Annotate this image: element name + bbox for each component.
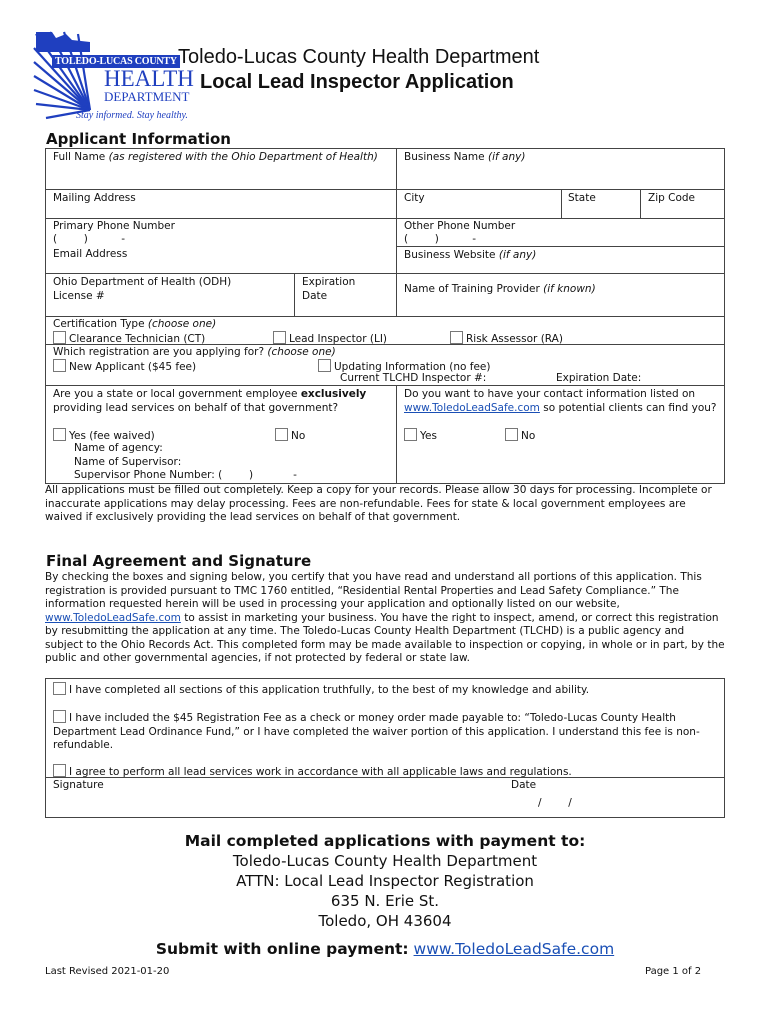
check-1-text: I have completed all sections of this application truthfully, to the best of my knowledge and ability. — [69, 684, 590, 696]
checkbox[interactable] — [53, 682, 66, 695]
section-title-applicant: Applicant Information — [46, 130, 231, 148]
cert-option-label: Risk Assessor (RA) — [466, 333, 563, 345]
business-name-field[interactable] — [404, 151, 525, 165]
logo-tagline: Stay informed. Stay healthy. — [76, 110, 188, 121]
city-field[interactable]: City — [404, 192, 425, 204]
registration-new-applicant[interactable] — [53, 359, 196, 375]
online-payment-label: Submit with online payment: — [155, 940, 409, 958]
expiration-label-1: Expiration — [302, 276, 356, 288]
processing-notice: All applications must be filled out completely. Keep a copy for your records. Please allow 30 days for processing. Incomplete or inaccurate applications may delay processing. Fees are non-refundable. Fees for state & local government employees are waived if exclusively providing the lead services on behalf of that government. — [45, 484, 712, 523]
section-title-agreement: Final Agreement and Signature — [46, 552, 312, 570]
listing-question-on: on — [682, 388, 696, 400]
checkbox[interactable] — [404, 428, 417, 441]
logo-org-banner: TOLEDO-LUCAS COUNTY — [52, 55, 180, 68]
listing-question-text-2: so potential clients can find you? — [539, 401, 717, 414]
other-phone-field[interactable]: ( ) - — [404, 233, 477, 245]
agreement-check-3[interactable] — [53, 764, 718, 780]
odh-license-label-2: License # — [53, 289, 105, 302]
checkbox[interactable] — [53, 764, 66, 777]
gov-question-text-1: Are you a state or local government employee — [53, 388, 298, 400]
logo — [30, 30, 200, 128]
checkbox[interactable] — [53, 428, 66, 441]
check-2-text: I have included the $45 Registration Fee as a check or money order made payable to: “Toledo-Lucas County Health Department Lead Ordinance Fund,” or I have completed the waiver portion of this application. I understand this fee is non-refundable. — [53, 712, 700, 751]
zip-code-field[interactable]: Zip Code — [648, 192, 695, 204]
full-name-label: Full Name — [53, 151, 106, 163]
agency-name-field[interactable]: Name of agency: — [74, 442, 163, 454]
listing-question — [404, 388, 719, 415]
training-provider-note: (if known) — [543, 283, 596, 295]
checkbox[interactable] — [275, 428, 288, 441]
checkbox[interactable] — [318, 359, 331, 372]
online-payment-line — [0, 940, 770, 958]
primary-phone-label: Primary Phone Number — [53, 220, 175, 232]
check-3-text: I agree to perform all lead services work in accordance with all applicable laws and regulations. — [69, 766, 572, 778]
business-website-note: (if any) — [498, 249, 537, 261]
supervisor-name-field[interactable]: Name of Supervisor: — [74, 456, 182, 468]
full-name-note: (as registered with the Ohio Department of Health) — [108, 151, 378, 163]
mailing-line-3: 635 N. Erie St. — [330, 892, 440, 910]
email-address-field[interactable]: Email Address — [53, 248, 128, 260]
logo-department-text: DEPARTMENT — [104, 89, 190, 104]
gov-yes-label: Yes (fee waived) — [69, 430, 155, 442]
business-name-note: (if any) — [487, 151, 526, 163]
mailing-line-1: Toledo-Lucas County Health Department — [232, 852, 538, 870]
state-field[interactable]: State — [568, 192, 596, 204]
checkbox[interactable] — [53, 710, 66, 723]
gov-question-bold: exclusively — [300, 388, 367, 400]
listing-yes-label: Yes — [420, 430, 437, 442]
cert-type-note: (choose one) — [147, 318, 217, 330]
business-website-field[interactable] — [404, 249, 536, 263]
registration-label: Which registration are you applying for? — [53, 346, 265, 358]
cert-option-li[interactable] — [273, 331, 387, 347]
checkbox[interactable] — [505, 428, 518, 441]
cert-option-ct[interactable] — [53, 331, 205, 347]
sunburst-logo-icon — [32, 30, 92, 120]
odh-license-field[interactable] — [53, 276, 231, 303]
primary-phone-field[interactable]: ( ) - — [53, 233, 126, 245]
signature-field[interactable]: Signature — [53, 779, 104, 791]
other-phone-label: Other Phone Number — [404, 220, 516, 232]
expiration-date-field[interactable] — [302, 276, 355, 303]
mailing-line-2: ATTN: Local Lead Inspector Registration — [236, 872, 534, 890]
new-applicant-label: New Applicant ($45 fee) — [69, 361, 197, 373]
date-field[interactable]: / / — [538, 797, 572, 809]
business-website-label: Business Website — [404, 249, 496, 261]
full-name-field[interactable] — [53, 151, 383, 165]
cert-type-label: Certification Type — [53, 318, 145, 330]
expiration-label-2: Date — [302, 289, 328, 302]
page-number: Page 1 of 2 — [645, 966, 702, 977]
mailing-line-4: Toledo, OH 43604 — [318, 912, 452, 930]
listing-yes-option[interactable] — [404, 428, 437, 444]
cert-option-label: Lead Inspector (LI) — [289, 333, 388, 345]
checkbox[interactable] — [450, 331, 463, 344]
cert-option-label: Clearance Technician (CT) — [69, 333, 206, 345]
checkbox[interactable] — [53, 331, 66, 344]
mailing-heading: Mail completed applications with payment to: — [184, 832, 586, 850]
toledoleadsafe-link[interactable]: www.ToledoLeadSafe.com — [404, 401, 540, 414]
cert-option-ra[interactable] — [450, 331, 563, 347]
updating-info-label: Updating Information (no fee) — [334, 361, 491, 373]
training-provider-label: Name of Training Provider — [404, 283, 540, 295]
checkbox[interactable] — [273, 331, 286, 344]
date-label: Date — [511, 779, 537, 791]
agreement-check-1[interactable] — [53, 682, 718, 698]
agreement-website-link[interactable]: www.ToledoLeadSafe.com — [45, 611, 181, 624]
cert-type-heading — [53, 318, 216, 332]
gov-question-text-2: providing lead services on behalf of that government? — [53, 401, 339, 414]
agreement-text-2: to assist in marketing your business. You have the right to inspect, amend, or correct this registration by resubmitting the application at any time. The Toledo-Lucas County Health Department (TLCHD) is a public agency and subject to the Ohio Records Act. This completed form may be made available to inspection or copying, in whole or in part, by the public and other governmental agencies, if not protected by federal or state law. — [45, 611, 725, 664]
checkbox[interactable] — [53, 359, 66, 372]
odh-license-label-1: Ohio Department of Health (ODH) — [53, 276, 232, 288]
page-title-form: Local Lead Inspector Application — [200, 71, 514, 93]
registration-heading — [53, 346, 336, 360]
page-title-org: Toledo-Lucas County Health Department — [178, 46, 540, 68]
listing-no-option[interactable] — [505, 428, 535, 444]
listing-question-text-1: Do you want to have your contact information listed — [404, 388, 679, 400]
listing-no-label: No — [521, 430, 536, 442]
inspector-expiration-field[interactable]: Expiration Date: — [556, 372, 642, 384]
training-provider-field[interactable] — [404, 283, 596, 297]
agreement-paragraph — [45, 571, 725, 666]
supervisor-phone-field[interactable]: Supervisor Phone Number: ( ) - — [74, 469, 297, 481]
current-inspector-field[interactable]: Current TLCHD Inspector #: — [340, 372, 487, 384]
last-revised: Last Revised 2021-01-20 — [45, 966, 170, 977]
online-payment-link[interactable]: www.ToledoLeadSafe.com — [413, 940, 615, 958]
gov-no-label: No — [291, 430, 306, 442]
business-name-label: Business Name — [404, 151, 485, 163]
agreement-text-1: By checking the boxes and signing below, you certify that you have read and understand all portions of this application. This registration is provided pursuant to TMC 1760 entitled, “Residential Rental Properties and Lead Safety Compliance.” The information requested herein will be used in processing your application and optionally listed on our website, — [45, 571, 702, 610]
logo-health-text: HEALTH — [104, 66, 194, 91]
agreement-check-2[interactable] — [53, 710, 718, 753]
gov-employee-question — [53, 388, 383, 415]
registration-note: (choose one) — [267, 346, 336, 358]
gov-no-option[interactable] — [275, 428, 305, 444]
mailing-address-field[interactable]: Mailing Address — [53, 192, 136, 204]
